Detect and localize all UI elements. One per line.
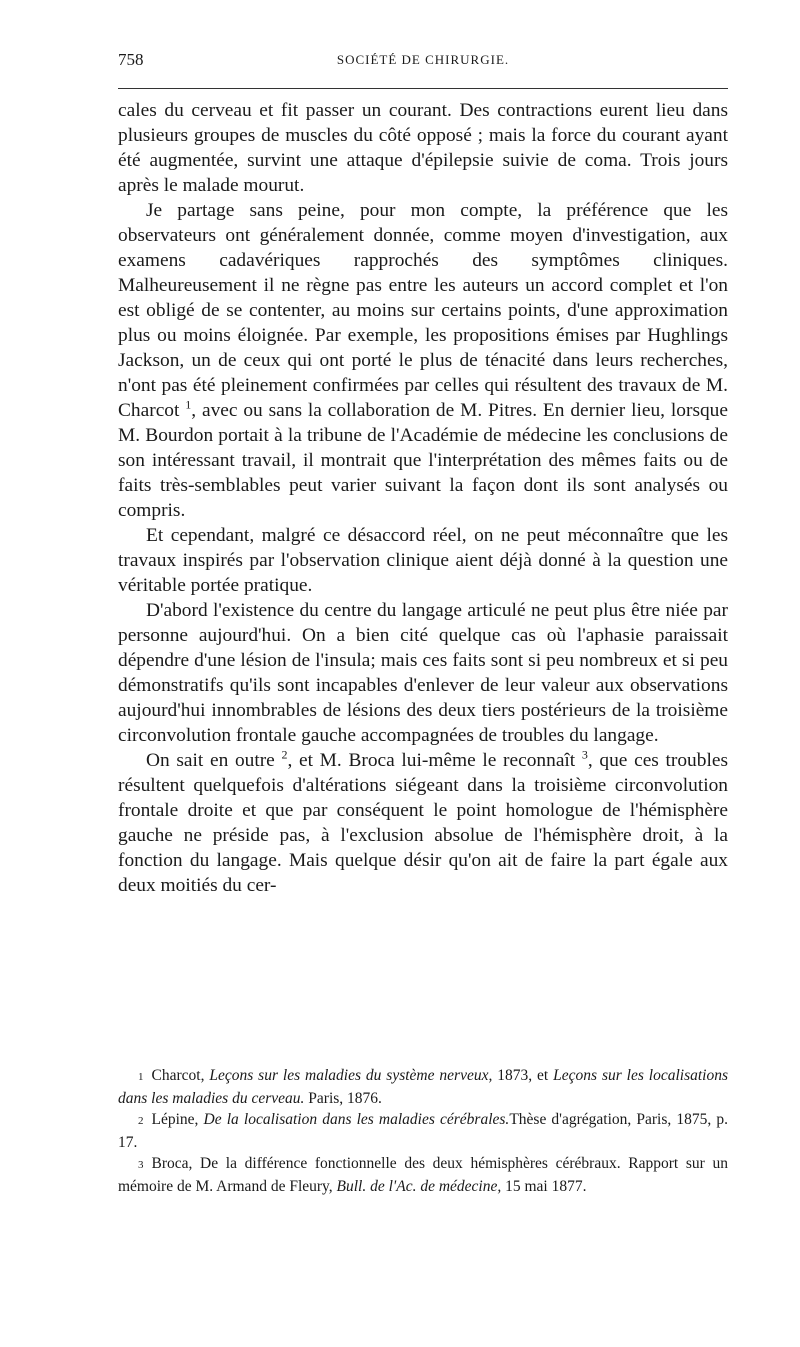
paragraph-2 <box>118 198 728 523</box>
paragraph-2-part-b: , avec ou sans la collaboration de M. Pitres. En dernier lieu, lorsque M. Bourdon portait à la tribune de l'Académie de médecine les conclusions de son intéressant travail, il montrait que l'interprétation des mêmes faits ou de faits très-semblables peut varier suivant la façon dont ils sont analysés ou compris. <box>118 400 728 521</box>
footnote-2-rest: Thèse d'agrégation, Paris, 1875, p. 17. <box>118 1111 728 1151</box>
footnote-3-title: Bull. de l'Ac. de médecine, <box>336 1178 502 1195</box>
footnote-3-text: Broca, De la différence fonctionnelle des deux hémisphères cérébraux. Rapport sur un mémoire de M. Armand de Fleury, <box>118 1155 728 1195</box>
footnote-2-title: De la localisation dans les maladies cérébrales. <box>203 1111 510 1128</box>
footnote-3-mark: 3 <box>138 1159 144 1171</box>
footnote-ref-2: 2 <box>281 747 288 762</box>
body-text <box>118 98 728 898</box>
footnote-1-author: Charcot, <box>151 1067 210 1084</box>
footnotes <box>118 1065 728 1197</box>
paragraph-4: D'abord l'existence du centre du langage articulé ne peut plus être niée par personne aujourd'hui. On a bien cité quelque cas où l'aphasie paraissait dépendre d'une lésion de l'insula; mais ces faits sont si peu nombreux et si peu démonstratifs qu'ils sont incapables d'enlever de leur valeur aux observations aujourd'hui innombrables de lésions des deux tiers postérieurs de la troisième circonvolution frontale gauche accompagnées de troubles du langage. <box>118 600 728 746</box>
paragraph-5 <box>118 748 728 898</box>
header-rule <box>118 88 728 89</box>
footnote-ref-1: 1 <box>185 397 192 412</box>
footnote-1-mark: 1 <box>138 1071 144 1083</box>
footnote-2-mark: 2 <box>138 1115 144 1127</box>
footnote-1 <box>118 1065 728 1109</box>
footnote-1-title-2: Leçons sur les localisations dans les maladies du cerveau. <box>118 1067 729 1107</box>
running-head: SOCIÉTÉ DE CHIRURGIE. <box>336 52 510 67</box>
footnote-1-rest: Paris, 1876. <box>304 1090 382 1107</box>
footnote-3 <box>118 1153 728 1197</box>
footnote-3-rest: 15 mai 1877. <box>501 1178 587 1195</box>
paragraph-3: Et cependant, malgré ce désaccord réel, on ne peut méconnaître que les travaux inspirés par l'observation clinique aient déjà donné à la question une véritable portée pratique. <box>118 525 728 596</box>
footnote-2-author: Lépine, <box>151 1111 204 1128</box>
paragraph-2-part-a: Je partage sans peine, pour mon compte, la préférence que les observateurs ont généralement donnée, comme moyen d'investigation, aux examens cadavériques rapprochés des symptômes cliniques. Malheureusement il ne règne pas entre les auteurs un accord complet et l'on est obligé de se contenter, au moins sur certains points, d'une approximation plus ou moins éloignée. Par exemple, les propositions émises par Hughlings Jackson, un de ceux qui ont porté le plus de ténacité dans leurs recherches, n'ont pas été pleinement confirmées par celles qui résultent des travaux de M. Charcot <box>118 200 728 421</box>
paragraph-5-part-c: , que ces troubles résultent quelquefois d'altérations siégeant dans la troisième circonvolution frontale droite et que par conséquent le point homologue de l'hémisphère gauche ne préside pas, à l'exclusion absolue de l'hémisphère droit, à la fonction du langage. Mais quelque désir qu'on ait de faire la part égale aux deux moitiés du cer- <box>118 750 728 896</box>
paragraph-1: cales du cerveau et fit passer un courant. Des contractions eurent lieu dans plusieurs groupes de muscles du côté opposé ; mais la force du courant ayant été augmentée, survint une attaque d'épilepsie suivie de coma. Trois jours après le malade mourut. <box>118 100 728 196</box>
footnote-2 <box>118 1109 728 1153</box>
page-number: 758 <box>118 50 144 69</box>
paragraph-5-part-a: On sait en outre <box>146 750 275 771</box>
footnote-1-title-1: Leçons sur les maladies du système nerveux, <box>209 1067 493 1084</box>
page-header <box>118 50 728 76</box>
paragraph-5-part-b: , et M. Broca lui-même le reconnaît <box>287 750 576 771</box>
footnote-1-mid: 1873, et <box>492 1067 554 1084</box>
footnote-ref-3: 3 <box>581 747 588 762</box>
